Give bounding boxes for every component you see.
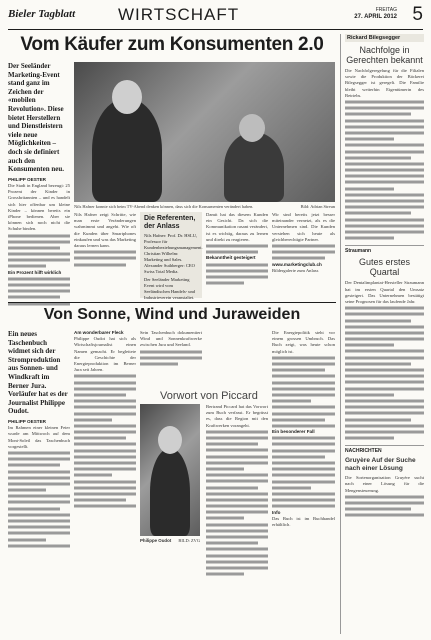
story-energy-column-1 xyxy=(8,330,70,630)
story-energy-subhead-2: Vorwort von Piccard xyxy=(160,390,258,402)
sidebar-text-1: Die Nachfolgeregelung für die Filialen sowie die Produktion der Bäckerei Bilegsegger ist geregelt. Die Familie bleibt weiterhin Eigentümerin des Betriebs. xyxy=(345,68,424,241)
story-consumer-text-1: Die Stadt in England bezeugt: 25 Prozent der Kinder in Grossbritannien – und es handelt sich hier offenbar um kleine Kinder – können bereits ein iPhone bedienen. Aber sie können sich noch nicht die Schuhe binden. xyxy=(8,182,70,232)
story-consumer-text-2: Nils Hafner zeigt Schritte, wie man erste Veränderungen wahrnimmt und angeht. Wie oft die Kunden über Smartphones einkaufen und was das Marketing daraus lernen kann. xyxy=(74,212,136,249)
sidebar-text-2: Der Dentalimplantat-Hersteller Straumann hat im ersten Quartal den Umsatz gesteigert. Das Unternehmen bestätigt seine Prognosen für das laufende Jahr. xyxy=(345,280,424,441)
story-consumer-column-4 xyxy=(206,212,268,298)
sidebar-text-3: Die Sortenorganisation Gruyère sucht nach einer Lösung für die Mengensteuerung. xyxy=(345,475,424,518)
story-energy-caption-text: Philippe Oudot xyxy=(140,538,172,543)
story-energy-text-1: Im Rahmen einer kleinen Feier wurde am Mittwoch auf dem Mont-Soleil das Taschenbuch vorgestellt. xyxy=(8,425,70,449)
page-number: 5 xyxy=(412,4,423,25)
story-energy-text-3: Sein Taschenbuch dokumentiert Wind und Sonnenkraftwerke zwischen Jura und Seeland. xyxy=(140,330,202,348)
speakers-factbox-title: Die Referenten, der Anlass xyxy=(144,215,196,230)
story-energy-byline: PHILIPP OESTER xyxy=(8,418,46,424)
story-energy-text-4: Bertrand Piccard hat das Vorwort zum Buch verfasst. Er begrüsst es, dass die Region mit den Kraftwerken vorangeht. xyxy=(206,404,268,428)
section-title: WIRTSCHAFT xyxy=(118,5,240,24)
story-consumer-caption: Nils Hafner konnte sich beim TV-Abend denken können, dass sich die Konsumenten verändert haben. Bild: Adrian Streun xyxy=(74,204,335,209)
issue-date-text: 27. APRIL 2012 xyxy=(354,14,397,20)
speakers-factbox-footer: Der Seeländer Marketing Event wird vom Seeländischen Handels- und Industrieverein veranstaltet. xyxy=(144,277,195,300)
story-consumer-byline: PHILIPP OESTER xyxy=(8,176,46,182)
story-divider xyxy=(8,302,336,303)
news-sidebar xyxy=(340,34,424,634)
sidebar-headline-1: Nachfolge in Gerechten bekannt xyxy=(346,45,423,65)
story-consumer-lead: Der Seeländer Marketing-Event stand ganz im Zeichen der «mobilen Revolution». Diese bietet Herstellern und Dienstleistern viele neue Möglichkeiten – doch sie definiert auch den Konsumenten neu. xyxy=(8,62,65,174)
sidebar-headline-2: Gutes erstes Quartal xyxy=(358,257,411,278)
story-consumer-text-5: Wir sind bereits jetzt besser miteinander vernetzt, als es die Unternehmen sind. Die Kunden verstehen sich heute als gleichberechtigte Partner. xyxy=(272,212,335,242)
story-consumer-column-2 xyxy=(74,212,136,272)
story-energy-photo xyxy=(140,404,200,536)
story-energy-info-text: Das Buch ist im Buchhandel erhältlich. xyxy=(272,515,335,527)
story-consumer-subhead-1: Ein Prozent hilft wirklich xyxy=(8,269,62,275)
speakers-factbox-text: Nils Hafner: Prof. Dr. HSLU, Professor für Kundenbeziehungsmanagement. Christian Wilhelm: Marketing und Sales. Alexander Suthberger: CEO Swiss Total Media. xyxy=(144,233,203,274)
story-energy-text-5: Die Energiepolitik steht vor einem grossen Umbruch. Das Buch zeigt, was heute schon möglich ist. xyxy=(272,330,335,354)
story-energy-column-2 xyxy=(74,330,136,630)
story-energy-column-5 xyxy=(272,330,335,630)
story-consumer-subhead-2: Bekanntheit gesteigert xyxy=(206,255,256,261)
story-energy-caption xyxy=(140,538,200,544)
story-energy-info-label: Info xyxy=(272,509,281,515)
story-energy-photo-credit: BILD: ZVG xyxy=(178,538,200,543)
issue-weekday: FREITAG xyxy=(375,7,397,13)
story-energy-headline: Von Sonne, Wind und Juraweiden xyxy=(43,306,301,323)
story-energy-lead: Ein neues Taschenbuch widmet sich der Stromproduktion aus Sonnen- und Windkraft im Berner Jura. Vorläufer hat es der Journalist Philippe Oudot. xyxy=(8,330,68,416)
story-energy-column-4 xyxy=(206,404,268,630)
story-energy-column-3 xyxy=(140,330,202,386)
issue-date xyxy=(354,7,397,21)
story-consumer-headline: Vom Käufer zum Konsumenten 2.0 xyxy=(20,34,324,55)
sidebar-kicker-1: Rickard Bilegsegger xyxy=(345,34,424,42)
story-consumer-link-note: Bildergalerie zum Anlass xyxy=(272,267,319,273)
story-consumer-text-4: Damit hat das diesem Kunden ein Gesicht. Da sich die Kommunikation rasant verändert, ist es wichtig, daraus zu lernen und direkt zu reagieren. xyxy=(206,212,268,242)
sidebar-headline-3: Gruyère Auf der Suche nach einer Lösung xyxy=(345,457,416,472)
story-consumer-photo-credit: Bild: Adrian Streun xyxy=(300,204,335,209)
sidebar-label-1: Straumann xyxy=(345,245,424,254)
brand-logo: Bieler Tagblatt xyxy=(8,8,76,20)
story-consumer-column-1 xyxy=(8,62,70,275)
story-energy-text-2: Philippe Oudot hat sich als Wirtschaftsjournalist einen Namen gemacht. Er begleitete die Geschichte der Energieproduktion im Berner Jura seit Jahren. xyxy=(74,336,136,373)
story-energy-subhead-1: Am wonderbarer Fleck xyxy=(74,330,124,335)
speakers-factbox xyxy=(140,212,202,298)
story-consumer-photo xyxy=(74,62,335,202)
masthead xyxy=(8,4,423,30)
story-consumer-column-5 xyxy=(272,212,335,298)
story-consumer xyxy=(8,34,336,58)
story-consumer-link[interactable]: www.marketingclub.ch xyxy=(272,261,322,267)
sidebar-label-2: NACHRICHTEN xyxy=(345,445,424,454)
story-energy-subhead-3: Ein besonderer Fall xyxy=(272,429,315,435)
